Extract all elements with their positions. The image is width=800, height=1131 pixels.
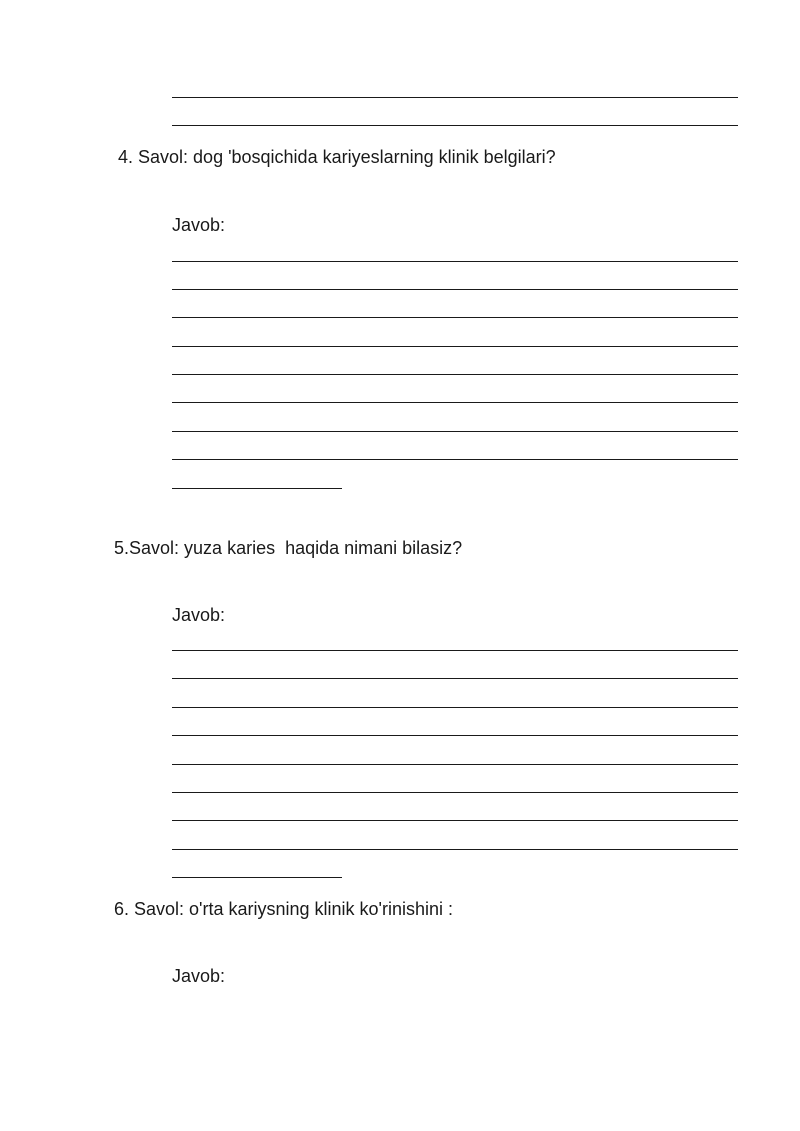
answer-line bbox=[172, 735, 738, 736]
answer-line bbox=[172, 374, 738, 375]
answer-line bbox=[172, 317, 738, 318]
question-6-answer-label: Javob: bbox=[172, 966, 226, 986]
answer-line bbox=[172, 707, 738, 708]
answer-line bbox=[172, 764, 738, 765]
answer-line bbox=[172, 678, 738, 679]
answer-line bbox=[172, 125, 738, 126]
question-5-title: 5.Savol: yuza karies haqida nimani bilasiz? bbox=[114, 538, 463, 558]
answer-line bbox=[172, 346, 738, 347]
answer-line-short bbox=[172, 488, 342, 489]
question-4-title: 4. Savol: dog 'bosqichida kariyeslarning klinik belgilari? bbox=[118, 147, 556, 167]
answer-line bbox=[172, 650, 738, 651]
answer-line bbox=[172, 459, 738, 460]
answer-line bbox=[172, 792, 738, 793]
answer-line bbox=[172, 289, 738, 290]
answer-line bbox=[172, 97, 738, 98]
answer-line bbox=[172, 402, 738, 403]
question-4-answer-label: Javob: bbox=[172, 215, 226, 235]
answer-line bbox=[172, 849, 738, 850]
answer-line bbox=[172, 261, 738, 262]
answer-line bbox=[172, 431, 738, 432]
answer-line bbox=[172, 820, 738, 821]
question-5-answer-label: Javob: bbox=[172, 605, 226, 625]
answer-line-short bbox=[172, 877, 342, 878]
question-6-title: 6. Savol: o'rta kariysning klinik ko'rinishini : bbox=[114, 899, 454, 919]
